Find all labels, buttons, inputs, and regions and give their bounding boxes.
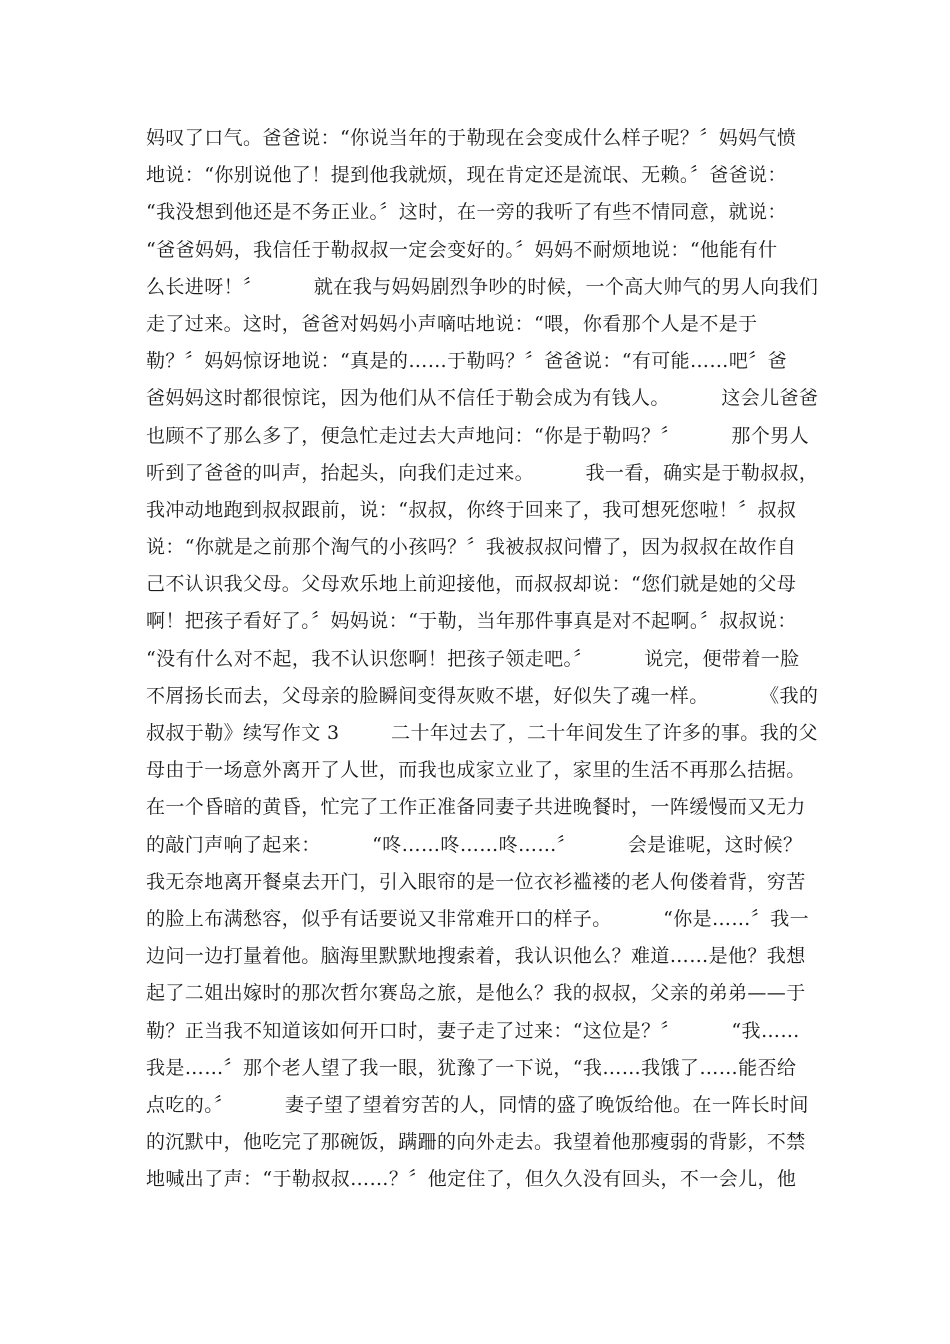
text-line: 爸妈妈这时都很惊诧，因为他们从不信任于勒会成为有钱人。 这会儿爸爸 <box>146 387 819 410</box>
text-line: 不屑扬长而去，父母亲的脸瞬间变得灰败不堪，好似失了魂一样。 《我的 <box>146 684 819 707</box>
text-line: 在一个昏暗的黄昏，忙完了工作正准备同妻子共进晚餐时，一阵缓慢而又无力 <box>146 796 806 819</box>
text-line: 勒？正当我不知道该如何开口时，妻子走了过来：“这位是？〞 “我…… <box>146 1019 800 1042</box>
text-line: 说：“你就是之前那个淘气的小孩吗？〞我被叔叔问懵了，因为叔叔在故作自 <box>146 536 797 559</box>
text-line: 地说：“你别说他了！提到他我就烦，现在肯定还是流氓、无赖。〞爸爸说： <box>146 164 787 187</box>
text-line: 己不认识我父母。父母欢乐地上前迎接他，而叔叔却说：“您们就是她的父母 <box>146 573 797 596</box>
text-line: 妈叹了口气。爸爸说：“你说当年的于勒现在会变成什么样子呢？〞妈妈气愤 <box>146 127 797 149</box>
text-line: 地喊出了声：“于勒叔叔……？〞他定住了，但久久没有回头，不一会儿，他 <box>146 1168 797 1191</box>
text-line: 母由于一场意外离开了人世，而我也成家立业了，家里的生活不再那么拮据。 <box>146 759 806 782</box>
text-line: 边问一边打量着他。脑海里默默地搜索着，我认识他么？难道……是他？我想 <box>146 945 806 968</box>
text-line: 也顾不了那么多了，便急忙走过去大声地问：“你是于勒吗？〞 那个男人 <box>146 424 810 447</box>
text-line: “爸爸妈妈，我信任于勒叔叔一定会变好的。〞妈妈不耐烦地说：“他能有什 <box>146 238 778 261</box>
text-line: 的敲门声响了起来： “咚……咚……咚……〞 会是谁呢，这时候？ <box>146 833 803 856</box>
text-line: 我无奈地离开餐桌去开门，引入眼帘的是一位衣衫褴褛的老人佝偻着背，穷苦 <box>146 870 806 893</box>
text-line: 啊！把孩子看好了。〞妈妈说：“于勒，当年那件事真是对不起啊。〞叔叔说： <box>146 610 797 633</box>
text-line: 走了过来。这时，爸爸对妈妈小声嘀咕地说：“喂，你看那个人是不是于 <box>146 312 758 335</box>
text-line: 起了二姐出嫁时的那次哲尔赛岛之旅，是他么？我的叔叔，父亲的弟弟——于 <box>146 982 806 1005</box>
text-line: “没有什么对不起，我不认识您啊！把孩子领走吧。〞 说完，便带着一脸 <box>146 647 800 670</box>
text-line: 勒？〞妈妈惊讶地说：“真是的……于勒吗？〞爸爸说：“有可能……吧〞爸 <box>146 350 788 373</box>
body-text <box>146 120 826 1198</box>
text-line: 我是……〞那个老人望了我一眼，犹豫了一下说，“我……我饿了……能否给 <box>146 1056 797 1079</box>
text-line: 的脸上布满愁容，似乎有话要说又非常难开口的样子。 “你是……〞我一 <box>146 907 810 930</box>
text-line: 的沉默中，他吃完了那碗饭，蹒跚的向外走去。我望着他那瘦弱的背影，不禁 <box>146 1131 806 1154</box>
text-line: 听到了爸爸的叫声，抬起头，向我们走过来。 我一看，确实是于勒叔叔， <box>146 461 819 484</box>
text-line: 叔叔于勒》续写作文 3 二十年过去了，二十年间发生了许多的事。我的父 <box>146 722 818 744</box>
text-line: 点吃的。〞 妻子望了望着穷苦的人，同情的盛了晚饭给他。在一阵长时间 <box>146 1093 809 1116</box>
text-line: 我冲动地跑到叔叔跟前，说：“叔叔，你终于回来了，我可想死您啦！〞叔叔 <box>146 498 797 521</box>
text-line: 么长进呀！〞 就在我与妈妈剧烈争吵的时候，一个高大帅气的男人向我们 <box>146 275 819 298</box>
text-line: “我没想到他还是不务正业。〞这时，在一旁的我听了有些不情同意，就说： <box>146 201 787 224</box>
